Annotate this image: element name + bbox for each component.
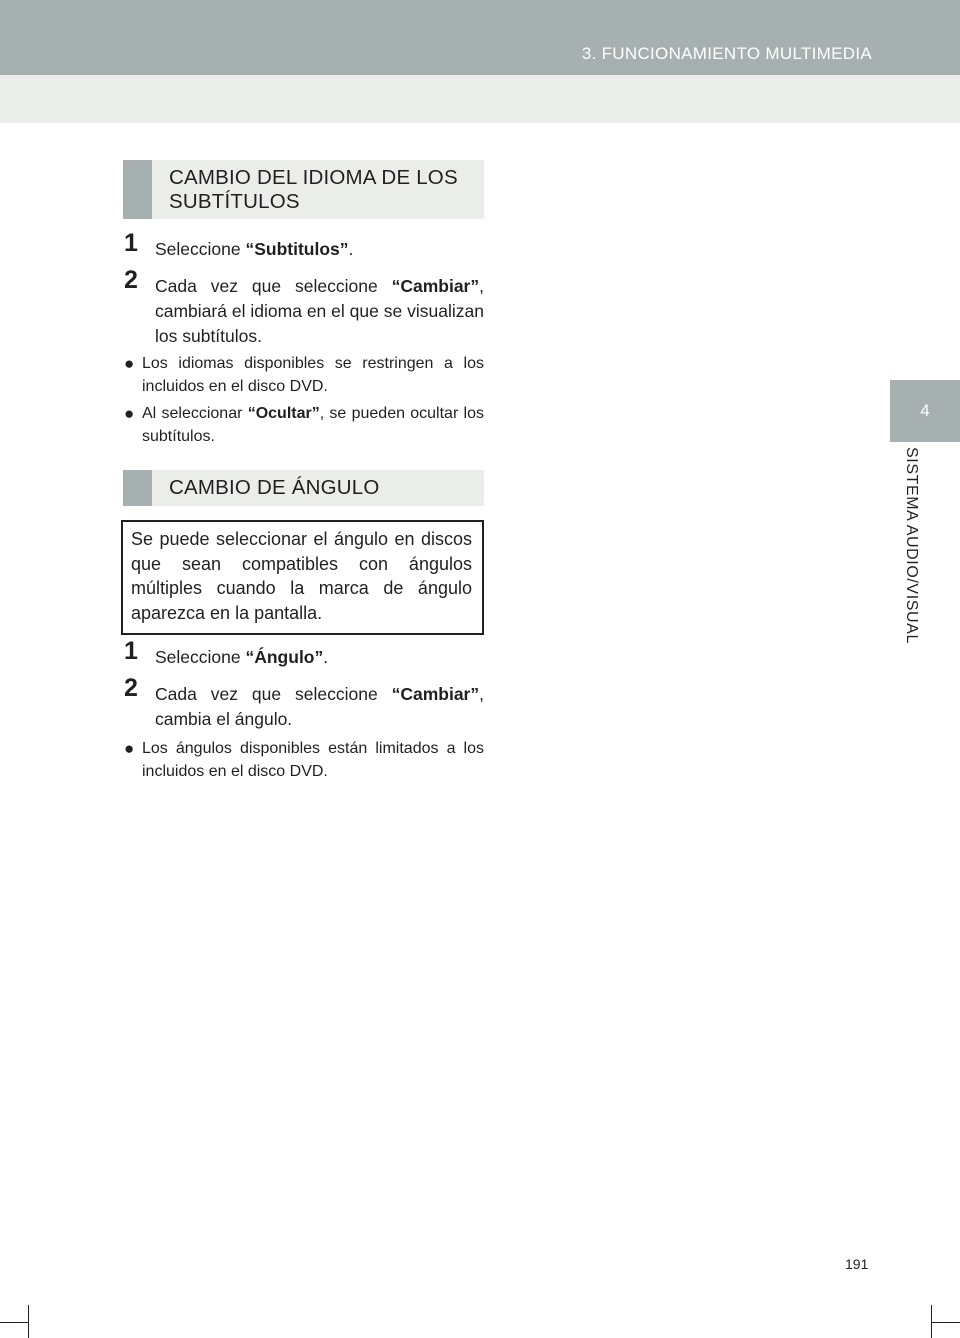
step-number: 2 (124, 674, 138, 702)
option-label: “Cambiar” (391, 684, 480, 704)
bullet-text: Los idiomas disponibles se restringen a los incluidos en el disco DVD. (142, 355, 484, 395)
bullet-icon: ● (124, 739, 135, 758)
step-2-subtitles (124, 266, 484, 349)
heading-text: CAMBIO DE ÁNGULO (169, 476, 380, 499)
chapter-number: 4 (920, 401, 930, 420)
step-number: 2 (124, 266, 138, 294)
step-1-subtitles (124, 229, 484, 262)
section-title: 3. FUNCIONAMIENTO MULTIMEDIA (581, 44, 872, 63)
bullet-icon: ● (124, 354, 135, 373)
heading-text: CAMBIO DEL IDIOMA DE LOS SUBTÍTULOS (169, 165, 458, 213)
option-label: “Ocultar” (247, 405, 320, 422)
info-box: Se puede seleccionar el ángulo en discos que sean compatibles con ángulos múltiples cuando la marca de ángulo aparezca en la pantalla. (121, 520, 484, 635)
bullet-subtitles-hide (124, 402, 484, 448)
crop-mark (931, 1305, 932, 1338)
page-number: 191 (845, 1256, 869, 1272)
crop-mark (932, 1322, 960, 1323)
step-text: Cada vez que seleccione “Cambiar”, cambiará el idioma en el que se visualizan los subtítulos. (155, 276, 484, 346)
bullet-icon: ● (124, 404, 135, 423)
crop-mark (0, 1322, 28, 1323)
step-text: Cada vez que seleccione “Cambiar”, cambia el ángulo. (155, 684, 484, 729)
option-label: “Ángulo” (245, 647, 324, 667)
heading-accent (123, 470, 152, 506)
step-number: 1 (124, 229, 138, 257)
step-1-angle (124, 637, 484, 670)
step-2-angle (124, 674, 484, 732)
step-number: 1 (124, 637, 138, 665)
bullet-text: Los ángulos disponibles están limitados a los incluidos en el disco DVD. (142, 740, 484, 780)
heading-accent (123, 160, 152, 219)
bullet-subtitles-languages (124, 352, 484, 398)
bullet-angle-limits (124, 737, 484, 783)
step-text: Seleccione “Ángulo”. (155, 647, 329, 667)
option-label: “Cambiar” (391, 276, 480, 296)
header-subband (0, 75, 960, 123)
option-label: “Subtitulos” (245, 239, 349, 259)
section-heading-angle (123, 470, 484, 506)
section-heading-subtitles (123, 160, 484, 219)
step-text: Seleccione “Subtitulos”. (155, 239, 354, 259)
chapter-title: SISTEMA AUDIO/VISUAL (903, 447, 920, 644)
crop-mark (28, 1305, 29, 1338)
bullet-text: Al seleccionar “Ocultar”, se pueden ocultar los subtítulos. (142, 405, 485, 445)
chapter-tab (890, 380, 960, 442)
